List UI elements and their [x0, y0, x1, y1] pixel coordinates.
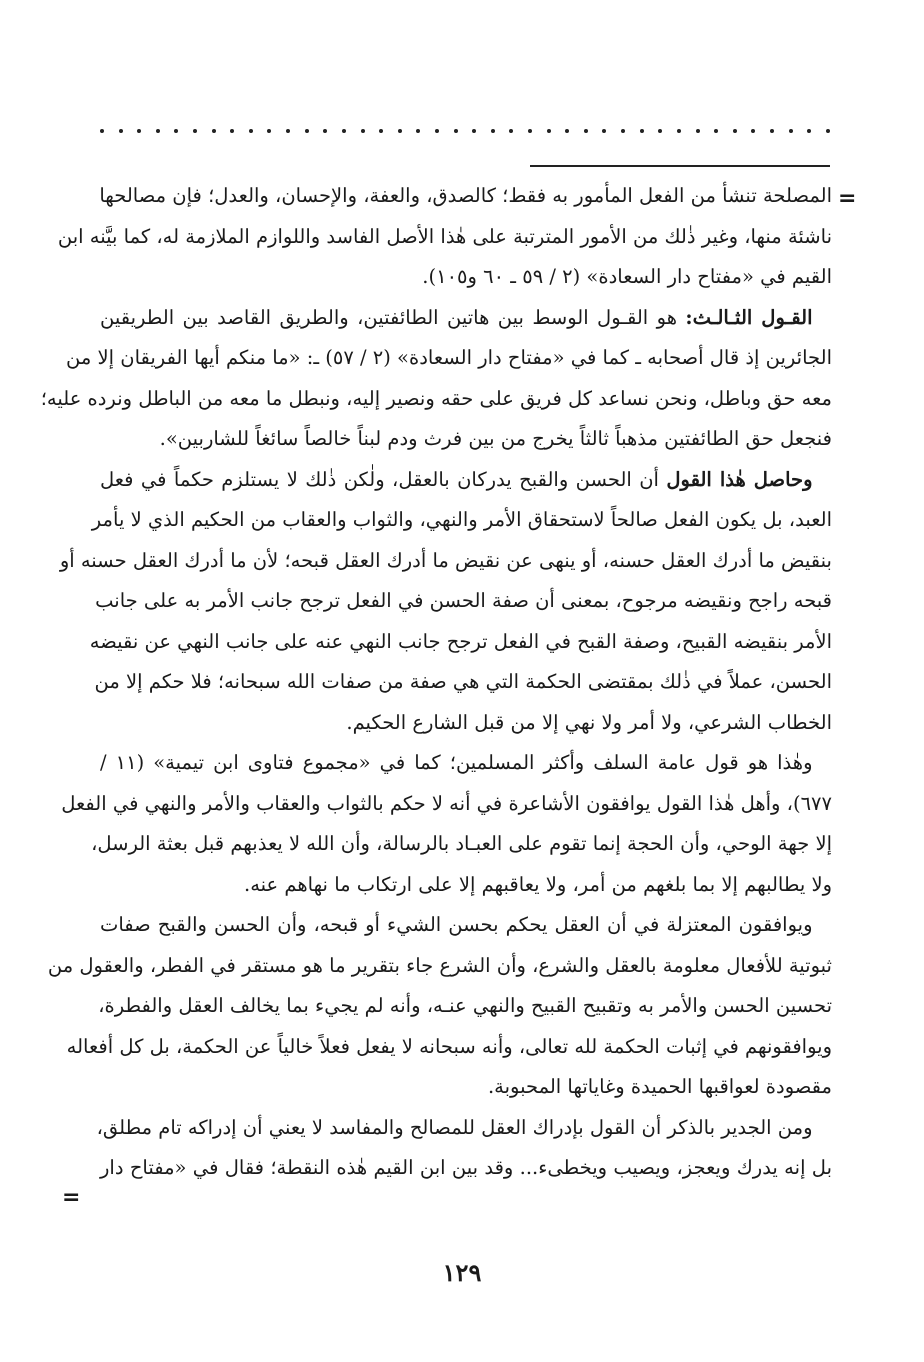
ornament-dot	[230, 129, 234, 133]
paragraph-lead: وحاصل هٰذا القول	[666, 467, 813, 491]
text-line: المصلحة تنشأ من الفعل المأمور به فقط؛ كالصدق، والعفة، والإحسان، والعدل؛ فإن مصالحها	[99, 184, 832, 207]
ornament-dot	[826, 129, 830, 133]
paragraph-lead: القـول الثـالـث:	[685, 305, 813, 329]
ornament-dot	[416, 129, 420, 133]
ornament-dot	[714, 129, 718, 133]
text-line	[96, 1108, 832, 1149]
text-line	[100, 460, 832, 501]
ornament-dot	[807, 129, 811, 133]
page-number: ١٢٩	[442, 1258, 482, 1287]
ornament-dot	[100, 129, 104, 133]
text-line: بنقيض ما أدرك العقل حسنه، أو ينهى عن نقيض ما أدرك العقل قبحه؛ لأن ما أدرك العقل حسنه أو	[59, 548, 832, 572]
text-line: معه حق وباطل، ونحن نساعد كل فريق على حقه ونصير إليه، ونبطل ما معه من الباطل ونرده عليه؛	[40, 386, 832, 410]
ornament-dot	[640, 129, 644, 133]
ornament-dot	[174, 129, 178, 133]
ornament-dot	[286, 129, 290, 133]
ornament-dot	[398, 129, 402, 133]
text-line	[100, 905, 832, 946]
text-line-rest: هو القـول الوسط بين هاتين الطائفتين، والطريق القاصد بين الطريقين	[100, 305, 686, 329]
ornament-dot	[584, 129, 588, 133]
text-line: بل إنه يدرك ويعجز، ويصيب ويخطىء... وقد بين ابن القيم هٰذه النقطة؛ فقال في «مفتاح دار	[100, 1156, 832, 1179]
ornament-dot	[435, 129, 439, 133]
ornament-dot	[156, 129, 160, 133]
ornament-dot	[509, 129, 513, 133]
ornament-dot	[137, 129, 141, 133]
text-line: تحسين الحسن والأمر به وتقبيح القبيح والنهي عنـه، وأنه لم يجيء بما يخالف العقل والفطرة،	[98, 994, 832, 1017]
ornament-dot	[677, 129, 681, 133]
text-line-rest: وهٰذا هو قول عامة السلف وأكثر المسلمين؛ كما في «مجموع فتاوى ابن تيمية» (١١ /	[100, 751, 813, 774]
ornament-dot	[658, 129, 662, 133]
text-line: مقصودة لعواقبها الحميدة وغاياتها المحبوبة.	[487, 1075, 832, 1098]
text-line-rest: أن الحسن والقبح يدركان بالعقل، ولٰكن ذٰلك لا يستلزم حكماً في فعل	[100, 467, 667, 491]
ornament-dot	[696, 129, 700, 133]
ornament-dot	[733, 129, 737, 133]
body-text	[40, 176, 832, 1189]
ornament-dot	[602, 129, 606, 133]
text-line: ثبوتية للأفعال معلومة بالعقل والشرع، وأن الشرع جاء بتقرير ما هو مستقر في الفطر، والعقول من	[47, 953, 832, 977]
text-line: العبد، بل يكون الفعل صالحاً لاستحقاق الأمر والنهي، والثواب والعقاب من الحكيم الذي لا يأمر	[91, 508, 832, 531]
continuation-marker-bottom: =	[62, 1185, 81, 1210]
ornament-dot	[565, 129, 569, 133]
ornamental-dotted-rule	[100, 116, 830, 146]
text-line: ويوافقونهم في إثبات الحكمة لله تعالى، وأنه سبحانه لا يفعل فعلاً خالياً عن الحكمة، بل كل أفعاله	[66, 1034, 832, 1058]
ornament-dot	[323, 129, 327, 133]
footnote-separator-line	[530, 165, 830, 167]
ornament-dot	[212, 129, 216, 133]
text-line: الأمر بنقيضه القبيح، وصفة القبح في الفعل ترجح جانب النهي عنه على جانب النهي عن نقيضه	[89, 629, 832, 653]
ornament-dot	[528, 129, 532, 133]
ornament-dot	[547, 129, 551, 133]
ornament-dot	[361, 129, 365, 133]
ornament-dot	[454, 129, 458, 133]
ornament-dot	[379, 129, 383, 133]
ornament-dot	[342, 129, 346, 133]
text-line	[100, 298, 832, 339]
text-line: ناشئة منها، وغير ذٰلك من الأمور المترتبة على هٰذا الأصل الفاسد واللوازم الملازمة له، كما بيَّنه ابن	[57, 224, 832, 248]
ornament-dot	[621, 129, 625, 133]
text-line-rest: ويوافقون المعتزلة في أن العقل يحكم بحسن الشيء أو قبحه، وأن الحسن والقبح صفات	[100, 913, 813, 936]
text-line: ٦٧٧)، وأهل هٰذا القول يوافقون الأشاعرة في أنه لا حكم بالثواب والعقاب والأمر والنهي في الفعل	[61, 791, 832, 815]
ornament-dot	[267, 129, 271, 133]
ornament-dot	[249, 129, 253, 133]
ornament-dot	[789, 129, 793, 133]
text-line: فنجعل حق الطائفتين مذهباً ثالثاً يخرج من بين فرث ودم لبناً خالصاً سائغاً للشاربين».	[159, 427, 832, 450]
text-line: الحسن، عملاً في ذٰلك بمقتضى الحكمة التي هي صفة من صفات الله سبحانه؛ فلا حكم إلا من	[94, 670, 832, 693]
text-line	[100, 743, 832, 784]
ornament-dot	[305, 129, 309, 133]
text-line: القيم في «مفتاح دار السعادة» (٢ / ٥٩ ـ ٦٠ و١٠٥).	[422, 265, 832, 288]
text-line: إلا جهة الوحي، وأن الحجة إنما تقوم على العبـاد بالرسالة، وأن الله لا يعذبهم قبل بعثة الرسل،	[91, 832, 832, 855]
text-line-rest: ومن الجدير بالذكر أن القول بإدراك العقل للمصالح والمفاسد لا يعني أن إدراكه تام مطلق،	[96, 1115, 813, 1139]
ornament-dot	[472, 129, 476, 133]
ornament-dot	[193, 129, 197, 133]
text-line: الجائرين إذ قال أصحابه ـ كما في «مفتاح دار السعادة» (٢ / ٥٧) ـ: «ما منكم أيها الفريقان إلا من	[66, 346, 832, 369]
ornament-dot	[751, 129, 755, 133]
ornament-dot	[491, 129, 495, 133]
ornament-dot	[770, 129, 774, 133]
text-line: الخطاب الشرعي، ولا أمر ولا نهي إلا من قبل الشارع الحكيم.	[346, 710, 832, 734]
continuation-marker-top: =	[838, 186, 857, 211]
text-line: قبحه راجح ونقيضه مرجوح، بمعنى أن صفة الحسن في الفعل ترجح جانب الأمر به على جانب	[95, 589, 832, 612]
text-line: ولا يطالبهم إلا بما بلغهم من أمر، ولا يعاقبهم إلا على ارتكاب ما نهاهم عنه.	[244, 872, 832, 896]
ornament-dot	[119, 129, 123, 133]
